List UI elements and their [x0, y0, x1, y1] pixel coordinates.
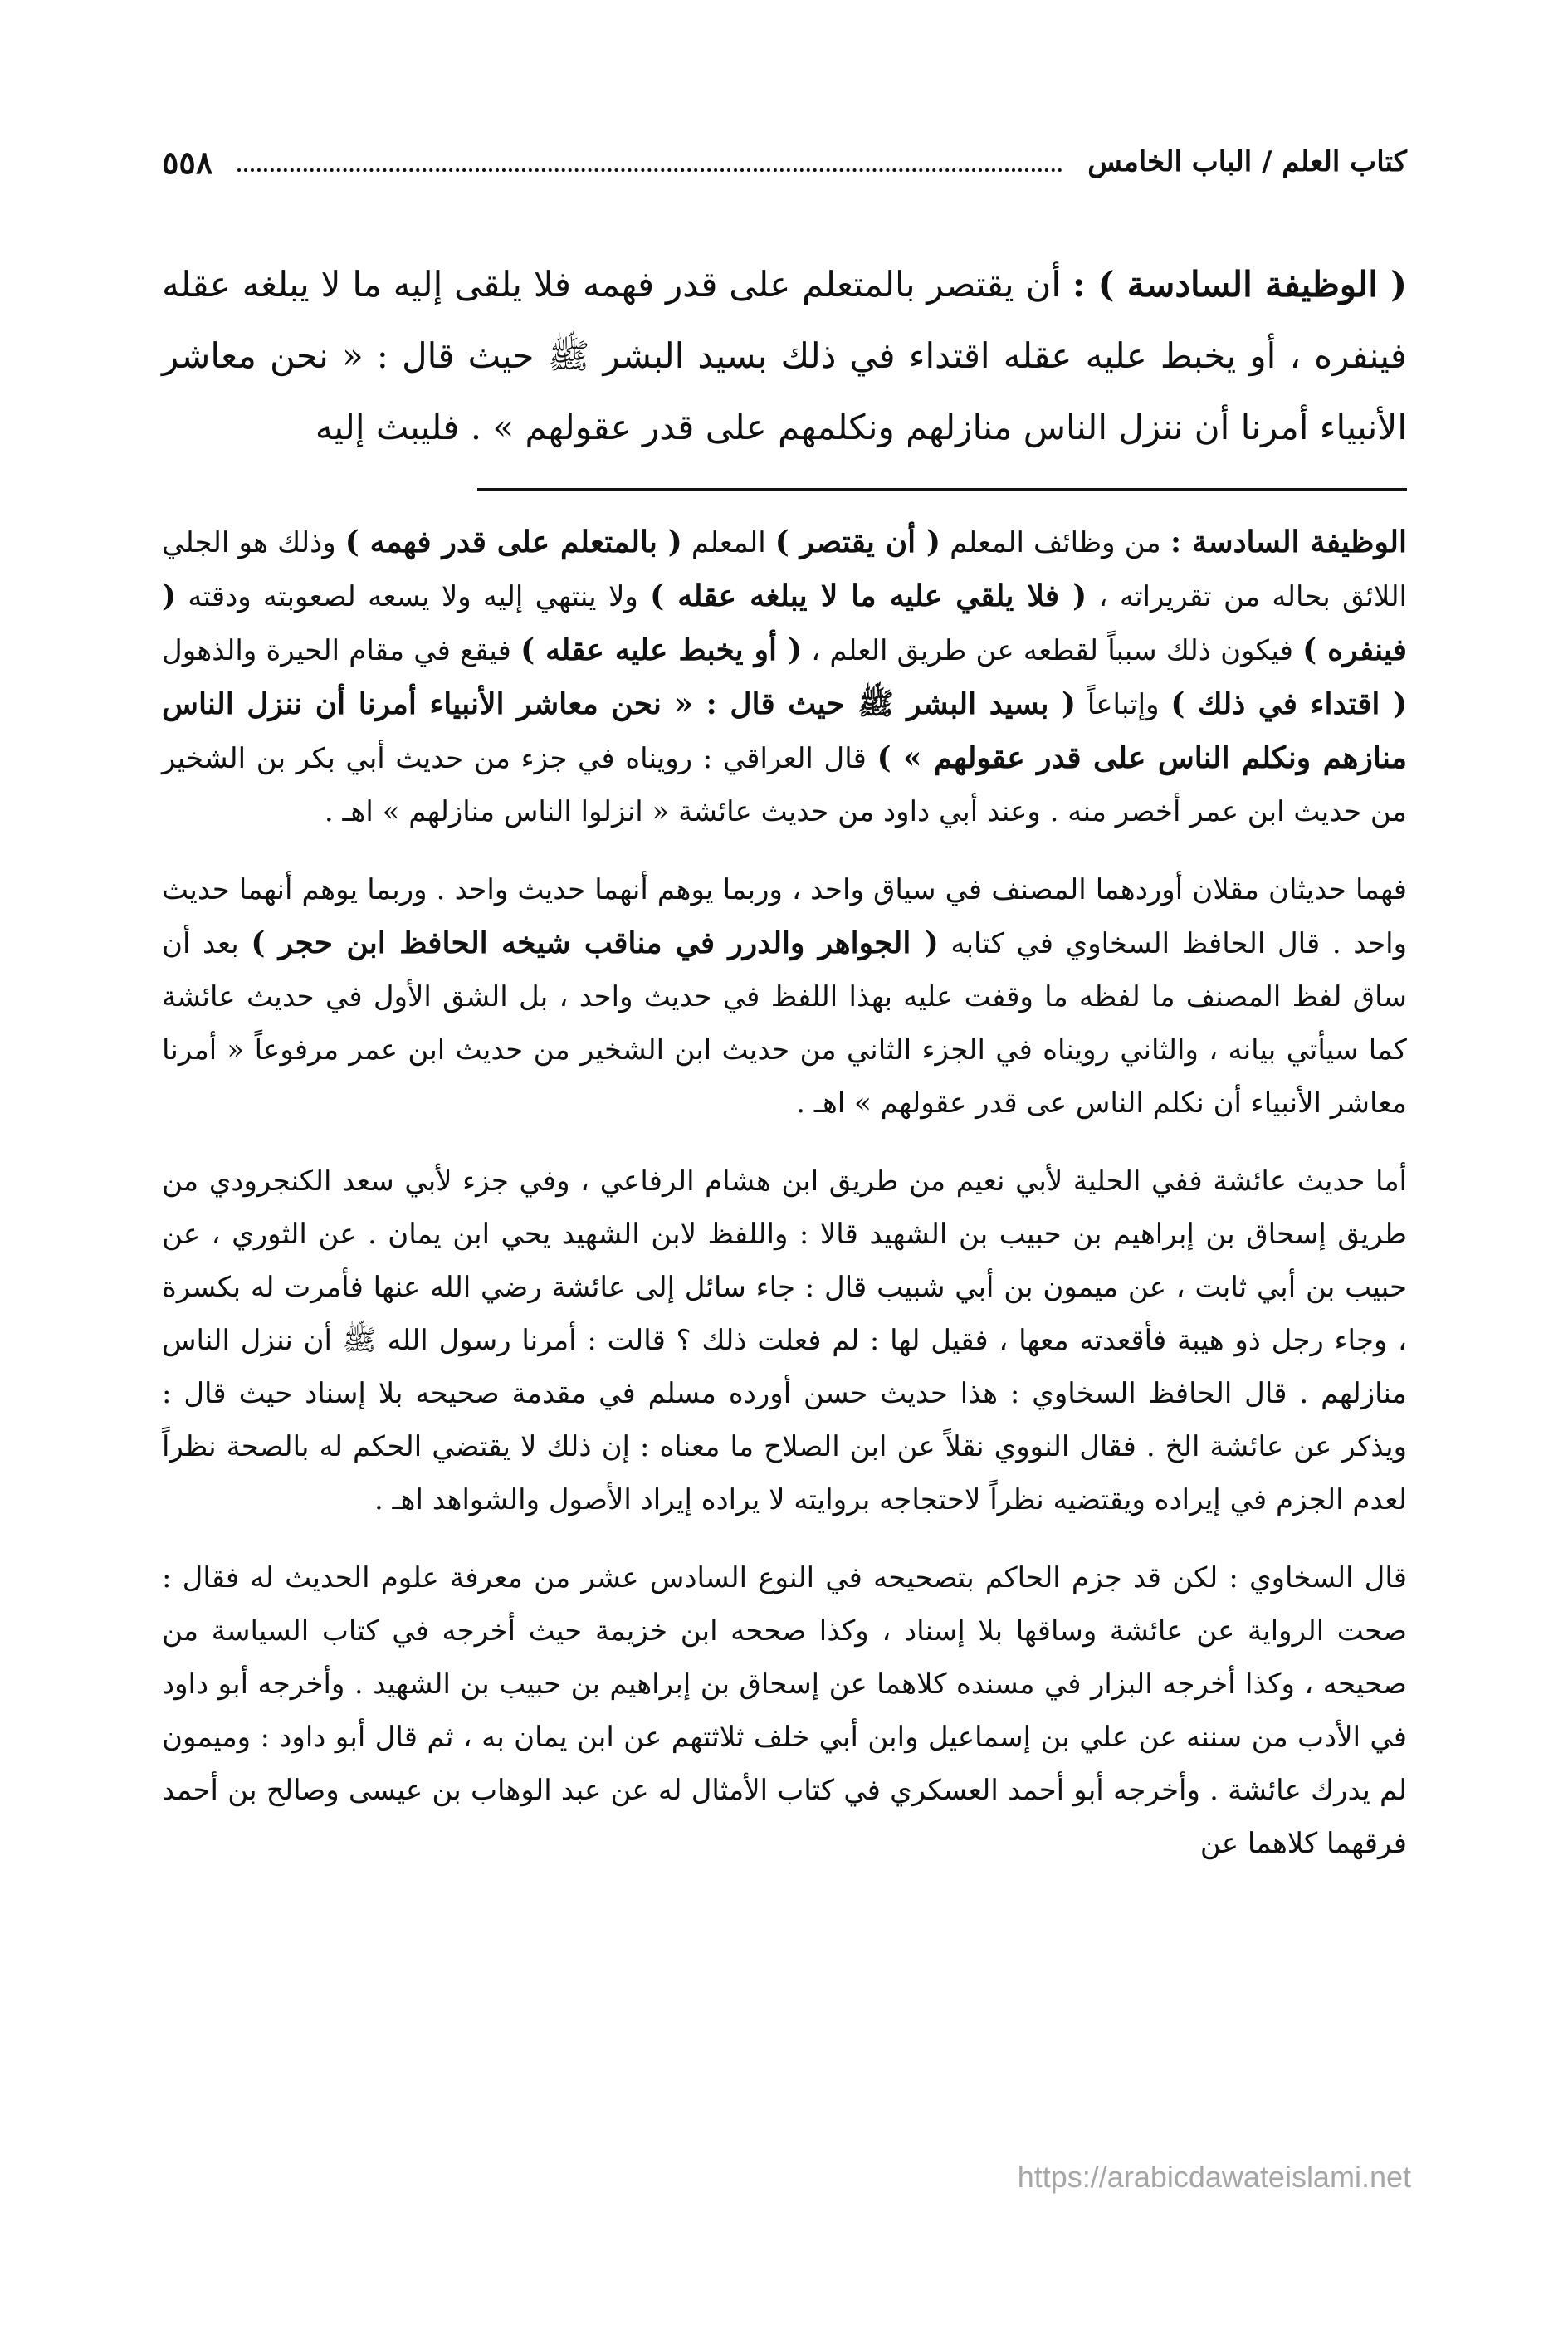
commentary-text: بعد أن ساق لفظ المصنف ما لفظه ما وقفت عليه بهذا اللفظ في حديث واحد ، بل الشق الأول في حديث عائشة كما سيأتي بيانه ، والثاني رويناه في الجزء الثاني من حديث ابن الشخير من حديث ابن عمر مرفوعاً « أمرنا معاشر الأنبياء أن نكلم الناس عى قدر عقولهم » اهـ . [162, 927, 1407, 1120]
commentary-text: وإتباعاً [1076, 688, 1171, 721]
quoted-text: ( أو يخبط عليه عقله ) [520, 632, 802, 667]
book-page [162, 133, 1407, 2258]
quoted-text: ( فلا يلقي عليه ما لا يبلغه عقله ) [650, 579, 1087, 613]
book-title: ( الجواهر والدرر في مناقب شيخه الحافظ ابن حجر ) [251, 925, 939, 960]
commentary-text: فيقع في مقام الحيرة والذهول [162, 634, 521, 667]
chapter-title: كتاب العلم / الباب الخامس [1087, 145, 1407, 178]
main-text-body: أن يقتصر بالمتعلم على قدر فهمه فلا يلقى إليه ما لا يبلغه عقله فينفره ، أو يخبط عليه عقله اقتداء في ذلك بسيد البشر ﷺ حيث قال : « نحن معاشر الأنبياء أمرنا أن ننزل الناس منازلهم ونكلمهم على قدر عقولهم » . فليبث إليه [162, 264, 1407, 447]
main-text [162, 249, 1407, 463]
commentary-text: وذلك هو الجلي اللائق بحاله من تقريراته ، [162, 526, 1408, 613]
commentary-text: من وظائف المعلم [940, 526, 1170, 559]
quoted-text: ( أن يقتصر ) [774, 525, 941, 559]
commentary-text: قال العراقي : رويناه في جزء من حديث أبي بكر بن الشخير من حديث ابن عمر أخصر منه . وعند أبي داود من حديث عائشة « انزلوا الناس منازلهم » اهـ . [162, 742, 1407, 828]
quoted-text: ( فينفره ) [162, 579, 1407, 667]
quoted-text: ( بسيد البشر ﷺ حيث قال : « نحن معاشر الأنبياء أمرنا أن ننزل الناس منازهم ونكلم الناس على قدر عقولهم » ) [162, 686, 1408, 775]
footnote-divider [477, 488, 1407, 491]
commentary-text: فيكون ذلك سبباً لقطعه عن طريق العلم ، [802, 634, 1303, 667]
main-text-lead: ( الوظيفة السادسة ) : [1072, 264, 1407, 305]
commentary-text: المعلم [681, 526, 775, 559]
commentary-text: فهما حديثان مقلان أوردهما المصنف في سياق واحد ، وربما يوهم أنهما حديث واحد . وربما يوهم أنهما حديث واحد . قال الحافظ السخاوي في كتابه [162, 873, 1407, 960]
page-number: ٥٥٨ [162, 143, 213, 181]
watermark-url: https://arabicdawateislami.net [1017, 2160, 1411, 2194]
commentary-paragraph-2 [162, 863, 1407, 1130]
header-dots-leader [237, 152, 1062, 172]
quoted-text: ( بالمتعلم على قدر فهمه ) [344, 525, 682, 559]
commentary-text: ولا ينتهي إليه ولا يسعه لصعوبته ودقته [176, 580, 651, 613]
commentary-lead: الوظيفة السادسة : [1170, 525, 1408, 559]
commentary-paragraph-1 [162, 515, 1407, 838]
running-header [162, 133, 1407, 191]
commentary-paragraph-3: أما حديث عائشة ففي الحلية لأبي نعيم من طريق ابن هشام الرفاعي ، وفي جزء لأبي سعد الكنجرودي من طريق إسحاق بن إبراهيم بن حبيب بن الشهيد قالا : واللفظ لابن الشهيد يحي ابن يمان . عن الثوري ، عن حبيب بن أبي ثابت ، عن ميمون بن أبي شبيب قال : جاء سائل إلى عائشة رضي الله عنها فأمرت له بكسرة ، وجاء رجل ذو هيبة فأقعدته معها ، فقيل لها : لم فعلت ذلك ؟ قالت : أمرنا رسول الله ﷺ أن ننزل الناس منازلهم . قال الحافظ السخاوي : هذا حديث حسن أورده مسلم في مقدمة صحيحه بلا إسناد حيث قال : ويذكر عن عائشة الخ . فقال النووي نقلاً عن ابن الصلاح ما معناه : إن ذلك لا يقتضي الحكم له بالصحة نظراً لعدم الجزم في إيراده ويقتضيه نظراً لاحتجاجه بروايته لا يراده إيراد الأصول والشواهد اهـ . [162, 1165, 1407, 1516]
commentary-paragraph-4: قال السخاوي : لكن قد جزم الحاكم بتصحيحه في النوع السادس عشر من معرفة علوم الحديث له فقال : صحت الرواية عن عائشة وساقها بلا إسناد ، وكذا صححه ابن خزيمة حيث أخرجه في كتاب السياسة من صحيحه ، وكذا أخرجه البزار في مسنده كلاهما عن إسحاق بن إبراهيم بن حبيب بن الشهيد . وأخرجه أبو داود في الأدب من سننه عن علي بن إسماعيل وابن أبي خلف ثلاثتهم عن ابن يمان به ، ثم قال أبو داود : وميمون لم يدرك عائشة . وأخرجه أبو أحمد العسكري في كتاب الأمثال له عن عبد الوهاب بن عيسى وصالح بن أحمد فرقهما كلاهما عن [162, 1561, 1407, 1860]
quoted-text: ( اقتداء في ذلك ) [1170, 686, 1408, 721]
